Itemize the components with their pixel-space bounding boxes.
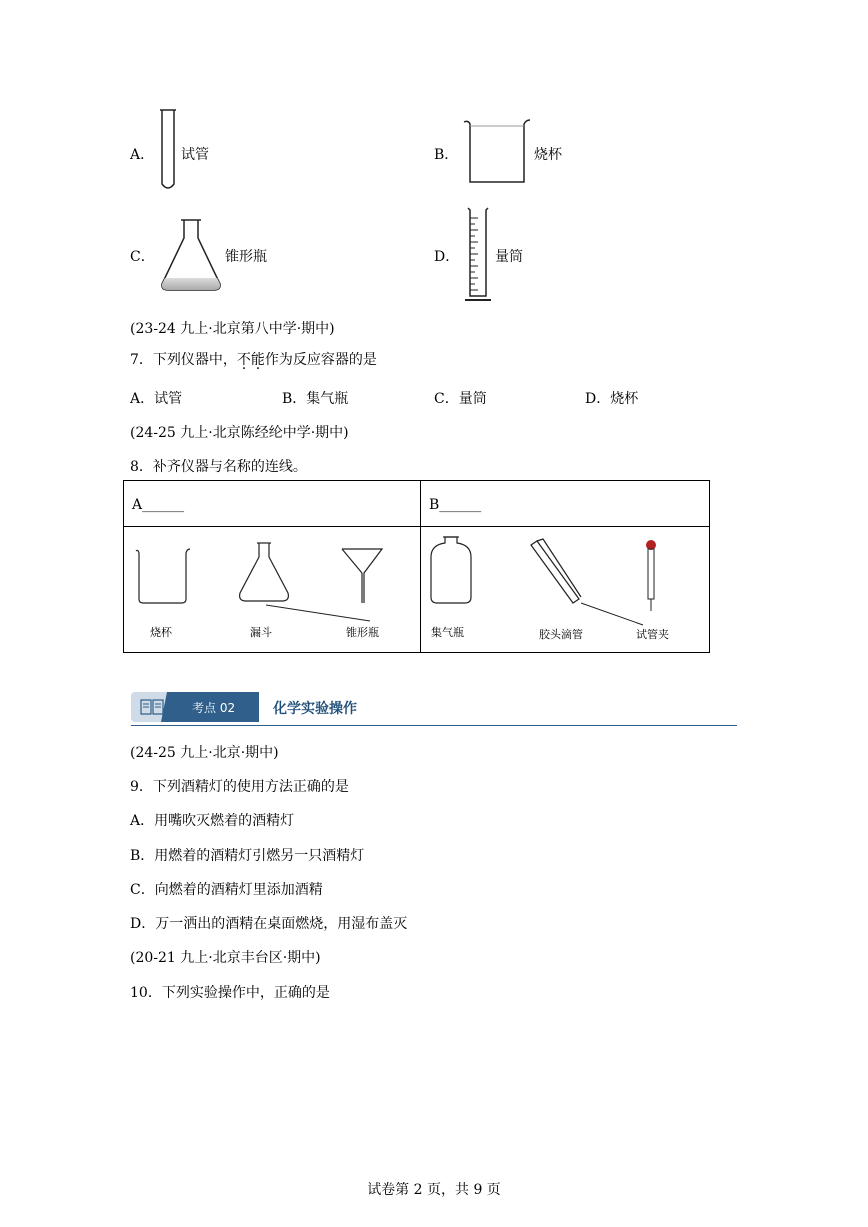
cell-b-header <box>421 481 710 527</box>
q10-stem: 10．下列实验操作中，正确的是 <box>130 985 330 1001</box>
q9-option-d: D．万一洒出的酒精在桌面燃烧，用湿布盖灭 <box>130 916 408 932</box>
q7-source: (23-24 九上·北京第八中学·期中) <box>130 321 335 337</box>
q9-option-c: C．向燃着的酒精灯里添加酒精 <box>130 882 323 898</box>
q8-stem: 8．补齐仪器与名称的连线。 <box>130 459 307 475</box>
option-b-name: 烧杯 <box>534 147 562 163</box>
option-d-name: 量筒 <box>495 249 523 265</box>
section-title: 化学实验操作 <box>273 701 357 717</box>
q9-source: (24-25 九上·北京·期中) <box>130 745 279 761</box>
graduated-cylinder-image <box>462 204 494 304</box>
label-gas-jar: 集气瓶 <box>431 626 464 639</box>
cell-b-label: B______ <box>429 497 482 513</box>
q7-option-d: D．烧杯 <box>585 391 639 407</box>
test-tube-image <box>158 108 178 194</box>
cell-a-label: A______ <box>132 497 185 513</box>
cell-a-header <box>124 481 421 527</box>
q7-stem <box>130 349 377 369</box>
q7-stem-prefix: 7．下列仪器中， <box>130 352 237 368</box>
section-badge-label: 考点 02 <box>192 701 236 715</box>
q9-stem: 9．下列酒精灯的使用方法正确的是 <box>130 779 349 795</box>
q9-option-b: B．用燃着的酒精灯引燃另一只酒精灯 <box>130 848 365 864</box>
option-c-name: 锥形瓶 <box>225 249 267 265</box>
q7-stem-suffix: 作为反应容器的是 <box>264 352 377 368</box>
conical-flask-image <box>158 216 224 294</box>
cell-a-body <box>124 527 421 653</box>
option-d-letter: D． <box>434 249 460 265</box>
q10-source: (20-21 九上·北京丰台区·期中) <box>130 950 321 966</box>
label-beaker: 烧杯 <box>150 626 172 639</box>
q7-emphasis-2: 能 <box>250 352 265 368</box>
q9-option-a: A．用嘴吹灭燃着的酒精灯 <box>130 813 295 829</box>
option-b-letter: B． <box>434 147 459 163</box>
beaker-image <box>462 116 532 188</box>
label-dropper: 胶头滴管 <box>539 628 583 641</box>
option-a-letter: A． <box>130 147 155 163</box>
q7-option-a: A．试管 <box>130 391 183 407</box>
section-divider <box>131 725 737 726</box>
label-test-tube-holder: 试管夹 <box>636 628 669 641</box>
q7-option-b: B．集气瓶 <box>282 391 349 407</box>
cell-b-body <box>421 527 710 653</box>
q8-source: (24-25 九上·北京陈经纶中学·期中) <box>130 425 349 441</box>
option-c-letter: C． <box>130 249 155 265</box>
matching-table <box>123 480 710 653</box>
q7-emphasis-1: 不 <box>236 352 251 368</box>
q7-option-c: C．量筒 <box>434 391 487 407</box>
page-footer: 试卷第 2 页，共 9 页 <box>367 1182 501 1198</box>
option-a-name: 试管 <box>181 147 209 163</box>
label-funnel: 漏斗 <box>250 626 272 639</box>
label-conical-flask: 锥形瓶 <box>346 626 379 639</box>
